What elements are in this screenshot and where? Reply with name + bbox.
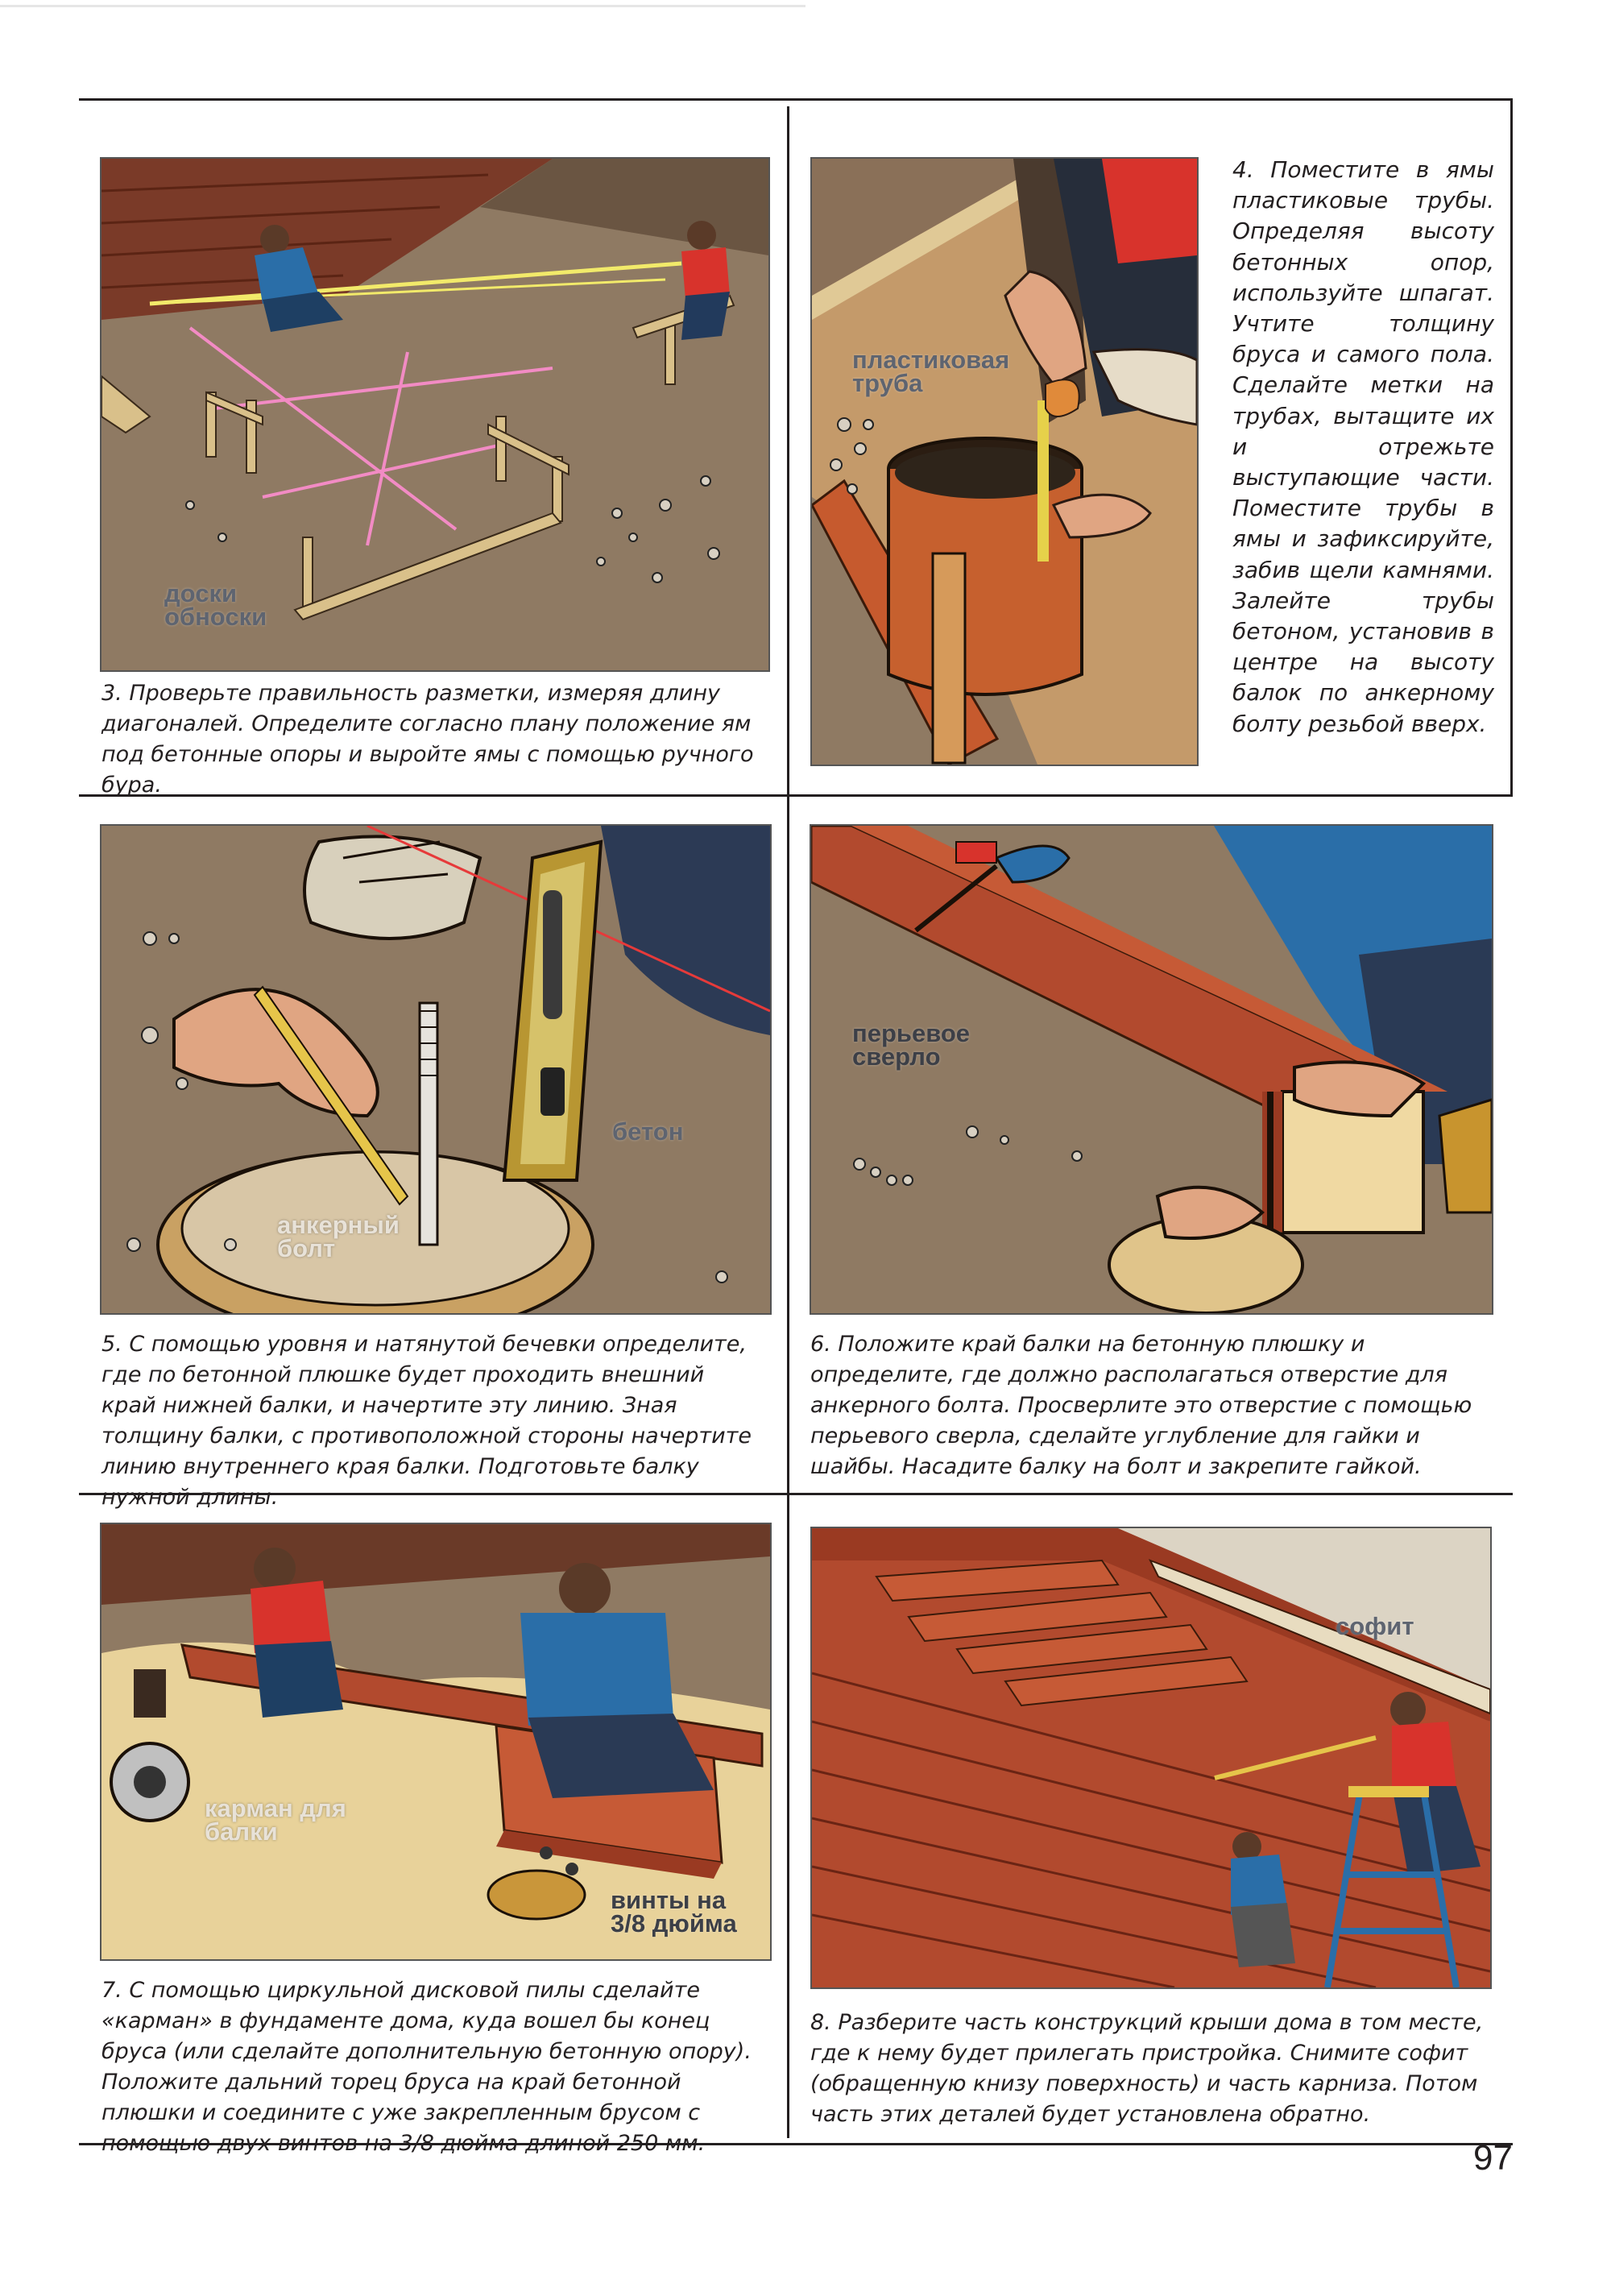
illustration-step-8 <box>810 1527 1492 1989</box>
label-survey-boards: доски обноски <box>164 579 267 631</box>
page-top-rule <box>0 5 806 7</box>
illustration-step-4 <box>810 157 1199 766</box>
label-beam-pocket: карман для балки <box>205 1794 346 1846</box>
caption-step-4: 4. Поместите в ямы пластиковые трубы. Определяя высоту бетонных опор, используйте шпагат. Учтите толщину бруса и самого пола. Сделайте метки на трубах, вытащите их и отрежьте выступающие части. Поместите трубы в ямы и зафиксируйте, забив щели камнями. Залейте трубы бетоном, установив в центре на высоту балок по анкерному болту резьбой вверх. <box>1232 156 1494 737</box>
label-spade-bit: перьевое сверло <box>852 1019 971 1071</box>
label-concrete: бетон <box>612 1117 684 1146</box>
frame-right-rule <box>1510 98 1513 797</box>
label-anchor-bolt: анкерный болт <box>277 1211 400 1262</box>
illustration-step-5 <box>100 824 772 1315</box>
frame-top-rule <box>79 98 1513 101</box>
label-screws: винты на 3/8 дюйма <box>611 1886 737 1938</box>
label-soffit: софит <box>1336 1612 1414 1640</box>
caption-step-7: 7. С помощью циркульной дисковой пилы сделайте «карман» в фундаменте дома, куда вошел бы конец бруса (или сделайте дополнительную бетонную опору). Положите дальний торец бруса на край бетонной плюшки и соедините с уже закрепленным брусом с помощью двух винтов на 3/8 дюйма длиной 250 мм. <box>101 1978 752 2156</box>
label-plastic-pipe: пластиковая труба <box>852 346 1010 397</box>
page-number: 97 <box>1473 2138 1513 2178</box>
caption-step-8: 8. Разберите часть конструкций крыши дома в том месте, где к нему будет прилегать пристройка. Снимите софит (обращенную книзу поверхность) и часть карниза. Потом часть этих деталей будет установлена обратно. <box>810 2010 1484 2127</box>
caption-step-5: 5. С помощью уровня и натянутой бечевки определите, где по бетонной плюшке будет проходить внешний край нижней балки, и начертите эту линию. Зная толщину балки, с противоположной стороны начертите линию внутреннего края балки. Подготовьте балку нужной длины. <box>101 1332 752 1510</box>
caption-step-6: 6. Положите край балки на бетонную плюшку и определите, где должно располагаться отверстие для анкерного болта. Просверлите это отверстие с помощью перьевого сверла, сделайте углубление для гайки и шайбы. Насадите балку на болт и закрепите гайкой. <box>810 1332 1472 1479</box>
frame-center-rule <box>787 106 789 2138</box>
caption-step-3: 3. Проверьте правильность разметки, измеряя длину диагоналей. Определите согласно плану положение ям под бетонные опоры и выройте ямы с помощью ручного бура. <box>101 681 754 798</box>
